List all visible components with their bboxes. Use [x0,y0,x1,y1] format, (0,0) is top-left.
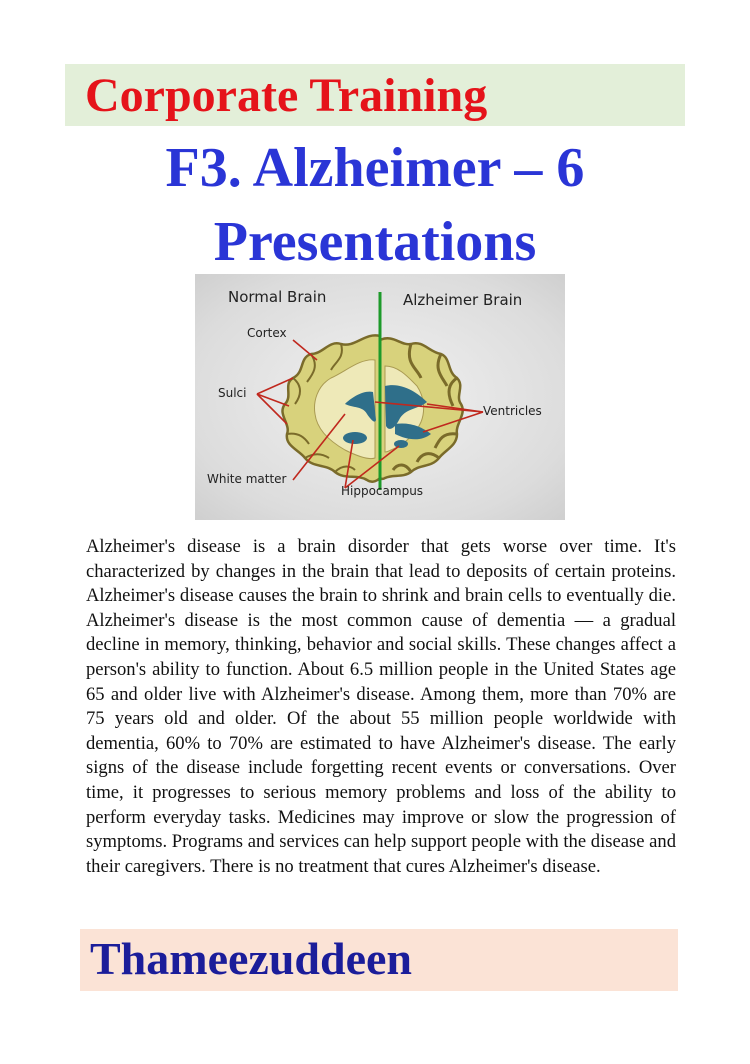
brain-comparison-diagram [195,274,565,520]
author-name: Thameezuddeen [90,933,412,984]
normal-hippocampus [343,432,367,444]
page-title-line-1: F3. Alzheimer – 6 [165,137,585,199]
sulci-label: Sulci [218,386,247,400]
author-banner [80,929,678,991]
header-banner [65,64,685,126]
ventricles-label: Ventricles [483,404,542,418]
cortex-label: Cortex [247,326,287,340]
hippocampus-label: Hippocampus [341,484,424,498]
page-title-line-2: Presentations [213,211,537,273]
alzheimer-brain-label: Alzheimer Brain [403,291,523,309]
body-paragraph: Alzheimer's disease is a brain disorder that gets worse over time. It's characterized by changes in the brain that lead to deposits of certain proteins. Alzheimer's disease causes the brain to shrink and brain cells to eventually die. Alzheimer's disease is the most common cause of dementia — a gradual decline in memory, thinking, behavior and social skills. These changes affect a person's ability to function. About 6.5 million people in the United States age 65 and older live with Alzheimer's disease. Among them, more than 70% are 75 years old and older. Of the about 55 million people worldwide with dementia, 60% to 70% are estimated to have Alzheimer's disease. The early signs of the disease include forgetting recent events or conversations. Over time, it progresses to serious memory problems and loss of the ability to perform everyday tasks. Medicines may improve or slow the progression of symptoms. Programs and services can help support people with the disease and their caregivers. There is no treatment that cures Alzheimer's disease. [86,536,676,877]
alzheimer-hippocampus [394,440,408,448]
normal-brain-label: Normal Brain [228,288,327,306]
white-matter-label: White matter [207,472,287,486]
header-label: Corporate Training [85,69,488,122]
